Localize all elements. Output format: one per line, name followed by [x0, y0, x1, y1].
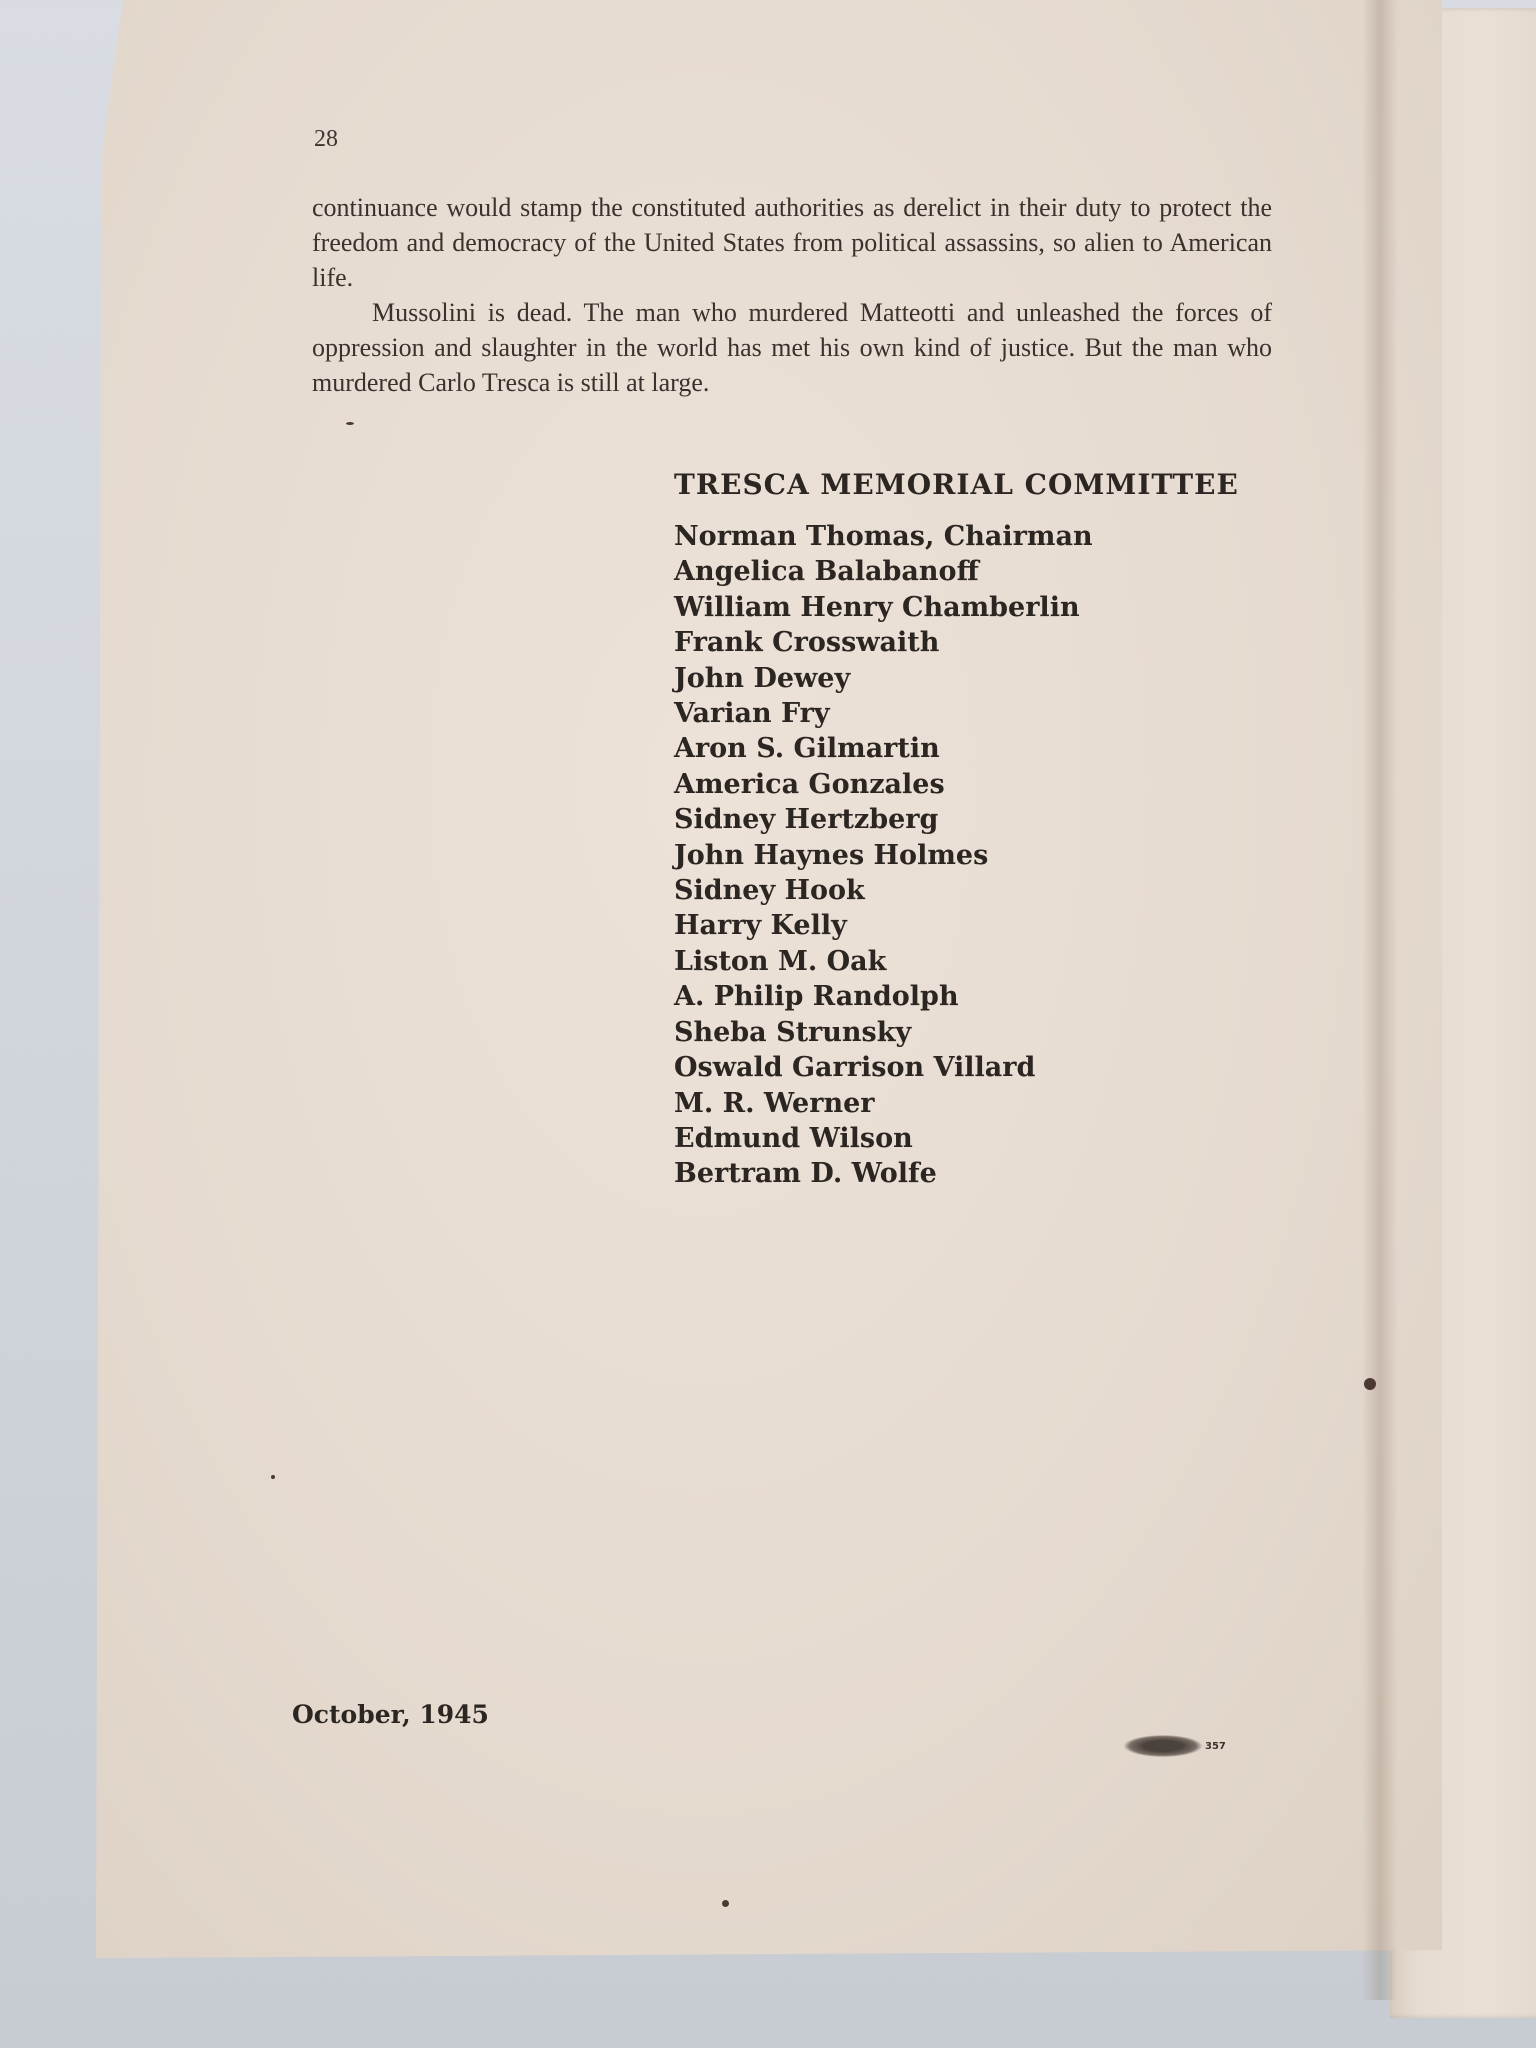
list-item: Sidney Hook	[674, 875, 865, 907]
list-item: Edmund Wilson	[674, 1122, 913, 1154]
member-list	[674, 519, 1274, 1192]
list-item: Oswald Garrison Villard	[674, 1052, 1036, 1084]
paragraph-continuance: continuance would stamp the constituted authorities as derelict in their duty to protect the freedom and democracy of the United States from political assassins, so alien to American life.	[312, 193, 1272, 292]
list-item: John Dewey	[674, 662, 851, 694]
union-label	[1124, 1735, 1226, 1757]
list-item: M. R. Werner	[674, 1087, 875, 1119]
paragraph-mussolini: Mussolini is dead. The man who murdered Matteotti and unleashed the forces of oppression and slaughter in the world has met his own kind of justice. But the man who murdered Carlo Tresca is still at large.	[312, 298, 1272, 397]
publication-date: October, 1945	[292, 1700, 489, 1729]
list-item: Harry Kelly	[674, 910, 847, 942]
paper-speck	[271, 1475, 275, 1479]
list-item: Norman Thomas, Chairman	[674, 521, 1093, 552]
list-item: Sheba Strunsky	[674, 1016, 912, 1048]
list-item: John Haynes Holmes	[674, 839, 989, 871]
union-label-number: 357	[1205, 1740, 1226, 1752]
list-item: Bertram D. Wolfe	[674, 1158, 937, 1190]
list-item: A. Philip Randolph	[674, 981, 959, 1013]
list-item: Liston M. Oak	[674, 945, 887, 977]
list-item: America Gonzales	[674, 768, 945, 800]
body-text	[312, 190, 1272, 400]
list-item: Frank Crosswaith	[674, 627, 940, 659]
paper-speck	[1364, 1378, 1376, 1390]
list-item: William Henry Chamberlin	[674, 591, 1080, 623]
list-item: Varian Fry	[674, 698, 830, 730]
paper-speck	[722, 1900, 729, 1907]
list-item: Angelica Balabanoff	[674, 556, 979, 588]
list-item: Aron S. Gilmartin	[674, 733, 940, 765]
paper-speck	[346, 422, 354, 425]
committee-block	[674, 468, 1274, 1192]
page-number: 28	[314, 126, 338, 152]
committee-title: TRESCA MEMORIAL COMMITTEE	[674, 468, 1239, 501]
union-bug-icon	[1124, 1735, 1202, 1757]
page-fold	[1362, 0, 1398, 2000]
list-item: Sidney Hertzberg	[674, 804, 939, 836]
